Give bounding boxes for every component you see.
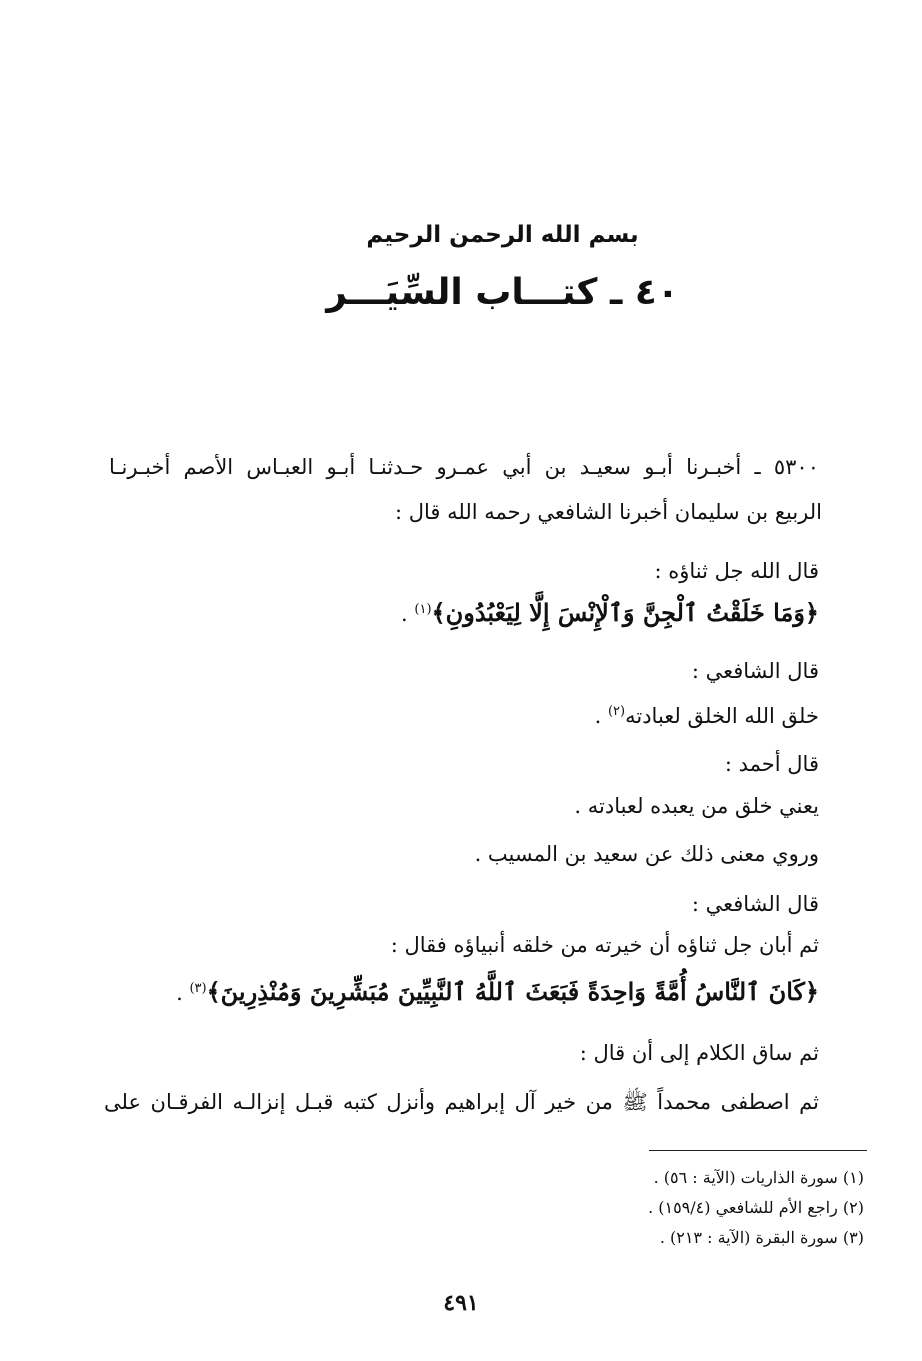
shafii-heading-2: قال الشافعي :	[691, 892, 819, 916]
ahmad-heading: قال أحمد :	[724, 752, 819, 776]
quran-verse-1-text: ﴿وَمَا خَلَقْتُ ٱلْجِنَّ وَٱلْإِنْسَ إِلَّا لِيَعْبُدُونِ﴾	[431, 598, 819, 627]
ibn-musayyib-narration: وروي معنى ذلك عن سعيد بن المسيب .	[474, 842, 819, 866]
footnote-ref-2: (٢)	[607, 704, 626, 719]
footnote-1: (١) سورة الذاريات (الآية : ٥٦) .	[653, 1168, 864, 1187]
continuation-line: ثم ساق الكلام إلى أن قال :	[579, 1041, 819, 1065]
ahmad-statement: يعني خلق من يعبده لعبادته .	[574, 794, 819, 818]
final-line: ثم اصطفى محمداً ﷺ من خير آل إبراهيم وأنزل كتبه قبـل إنزالـه الفرقـان على	[104, 1090, 819, 1114]
shafii-statement-2: ثم أبان جل ثناؤه أن خيرته من خلقه أنبياؤه فقال :	[390, 933, 819, 957]
quran-verse-2-text: ﴿كَانَ ٱلنَّاسُ أُمَّةً وَاحِدَةً فَبَعَثَ ٱللَّهُ ٱلنَّبِيِّينَ مُبَشِّرِينَ وَمُنْذِرِينَ﴾	[206, 977, 819, 1006]
verse-2-period: .	[176, 981, 190, 1005]
basmala-heading: بسم الله الرحمن الرحيم	[366, 222, 639, 248]
shafii-statement-1-text: خلق الله الخلق لعبادته	[625, 704, 819, 728]
quran-verse-1	[109, 595, 819, 629]
footnote-ref-3: (٣)	[189, 981, 207, 996]
footnote-divider	[649, 1150, 867, 1151]
page-number: ٤٩١	[443, 1290, 479, 1316]
footnote-ref-1: (١)	[414, 602, 432, 617]
paragraph-5300-line-1: ٥٣٠٠ ـ أخبـرنا أبـو سعيـد بن أبي عمـرو حـدثنـا أبـو العبـاس الأصم أخبـرنـا	[109, 455, 819, 479]
book-title: ٤٠ ـ كتـــاب السِّيَـــر	[326, 272, 679, 313]
verse-1-period: .	[401, 602, 415, 626]
quote-intro: قال الله جل ثناؤه :	[654, 559, 819, 583]
shafii-heading-1: قال الشافعي :	[691, 659, 819, 683]
shafii-statement-1	[109, 697, 819, 731]
quran-verse-2	[109, 974, 819, 1008]
footnote-2: (٢) راجع الأم للشافعي (١٥٩/٤) .	[648, 1198, 864, 1217]
paragraph-5300-line-2: الربيع بن سليمان أخبرنا الشافعي رحمه الله قال :	[394, 500, 822, 524]
statement-1-period: .	[594, 704, 608, 728]
footnote-3: (٣) سورة البقرة (الآية : ٢١٣) .	[659, 1228, 864, 1247]
